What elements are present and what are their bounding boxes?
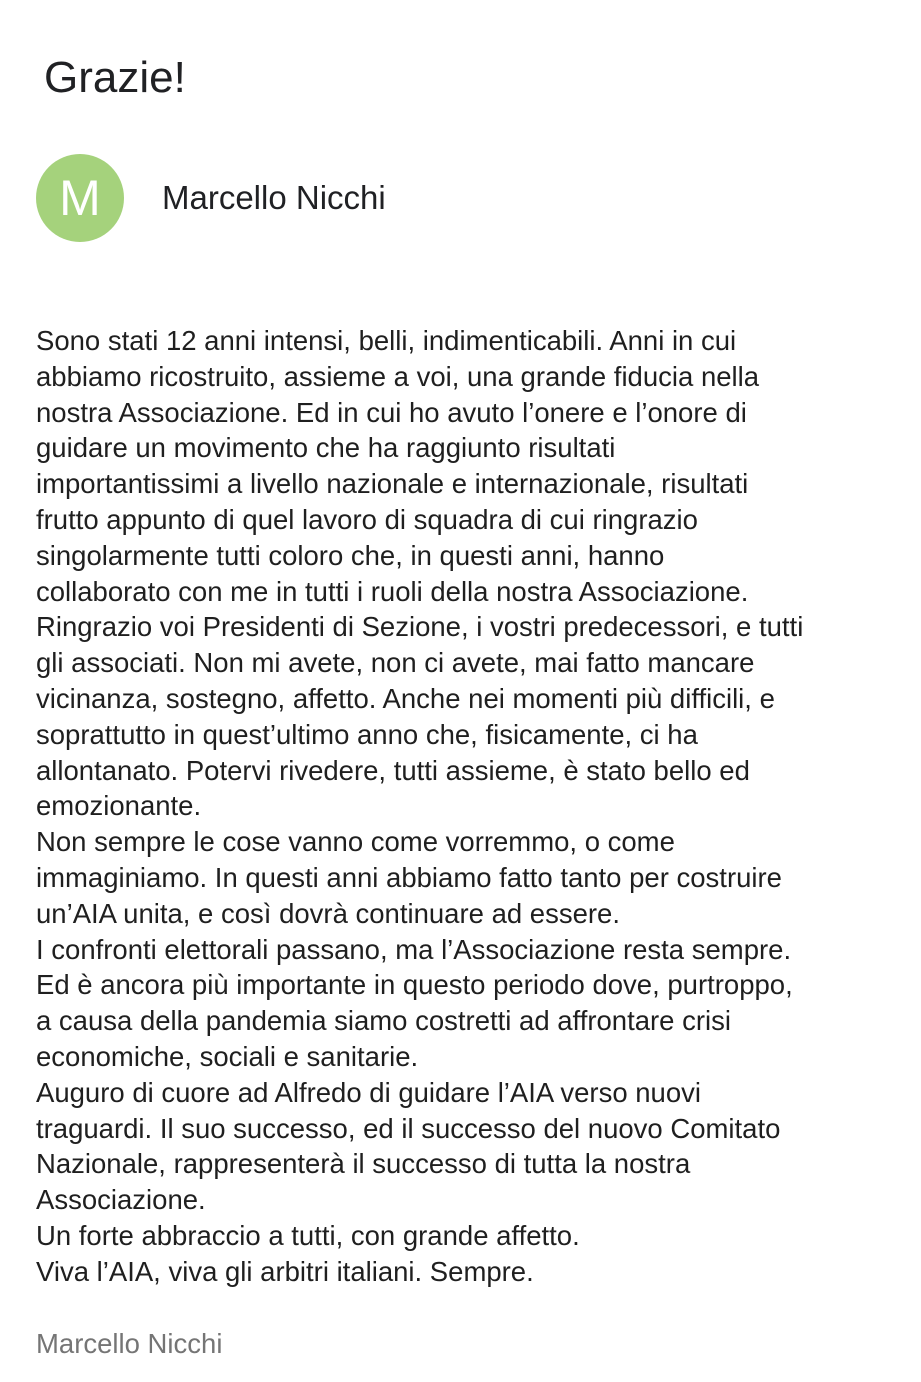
body-line: Associazione.	[36, 1184, 206, 1216]
body-line: frutto appunto di quel lavoro di squadra di cui ringrazio	[36, 503, 698, 535]
body-line: guidare un movimento che ha raggiunto risultati	[36, 432, 616, 464]
body-line: soprattutto in quest’ultimo anno che, fisicamente, ci ha	[36, 718, 698, 750]
email-subject: Grazie!	[44, 53, 186, 102]
sender-header[interactable]	[36, 154, 386, 242]
body-line: immaginiamo. In questi anni abbiamo fatto tanto per costruire	[36, 861, 782, 893]
body-line: abbiamo ricostruito, assieme a voi, una grande fiducia nella	[36, 360, 760, 392]
body-line: Nazionale, rappresenterà il successo di tutta la nostra	[36, 1148, 691, 1180]
body-line: Viva l’AIA, viva gli arbitri italiani. Sempre.	[36, 1255, 534, 1287]
body-line: gli associati. Non mi avete, non ci avete, mai fatto mancare	[36, 647, 755, 679]
sender-name[interactable]: Marcello Nicchi	[162, 179, 386, 216]
sender-avatar[interactable]: M	[36, 154, 124, 242]
body-line: importantissimi a livello nazionale e internazionale, risultati	[36, 468, 749, 500]
body-line: Auguro di cuore ad Alfredo di guidare l’AIA verso nuovi	[36, 1076, 701, 1108]
body-line: vicinanza, sostegno, affetto. Anche nei momenti più difficili, e	[36, 682, 775, 714]
email-signature: Marcello Nicchi	[36, 1328, 223, 1359]
body-line: nostra Associazione. Ed in cui ho avuto l’onere e l’onore di	[36, 396, 747, 428]
email-body	[36, 323, 906, 1290]
body-line: collaborato con me in tutti i ruoli della nostra Associazione.	[36, 575, 749, 607]
body-line: Ed è ancora più importante in questo periodo dove, purtroppo,	[36, 969, 793, 1001]
body-line: un’AIA unita, e così dovrà continuare ad essere.	[36, 897, 620, 929]
body-line: Non sempre le cose vanno come vorremmo, o come	[36, 826, 675, 858]
body-line: Ringrazio voi Presidenti di Sezione, i vostri predecessori, e tutti	[36, 611, 804, 643]
body-line: singolarmente tutti coloro che, in questi anni, hanno	[36, 539, 665, 571]
body-line: emozionante.	[36, 790, 202, 822]
body-line: Un forte abbraccio a tutti, con grande affetto.	[36, 1219, 580, 1251]
body-line: economiche, sociali e sanitarie.	[36, 1040, 419, 1072]
body-line: I confronti elettorali passano, ma l’Associazione resta sempre.	[36, 933, 792, 965]
body-line: Sono stati 12 anni intensi, belli, indimenticabili. Anni in cui	[36, 325, 737, 356]
body-line: traguardi. Il suo successo, ed il successo del nuovo Comitato	[36, 1112, 781, 1144]
body-line: allontanato. Potervi rivedere, tutti assieme, è stato bello ed	[36, 754, 750, 786]
body-line: a causa della pandemia siamo costretti ad affrontare crisi	[36, 1005, 731, 1037]
